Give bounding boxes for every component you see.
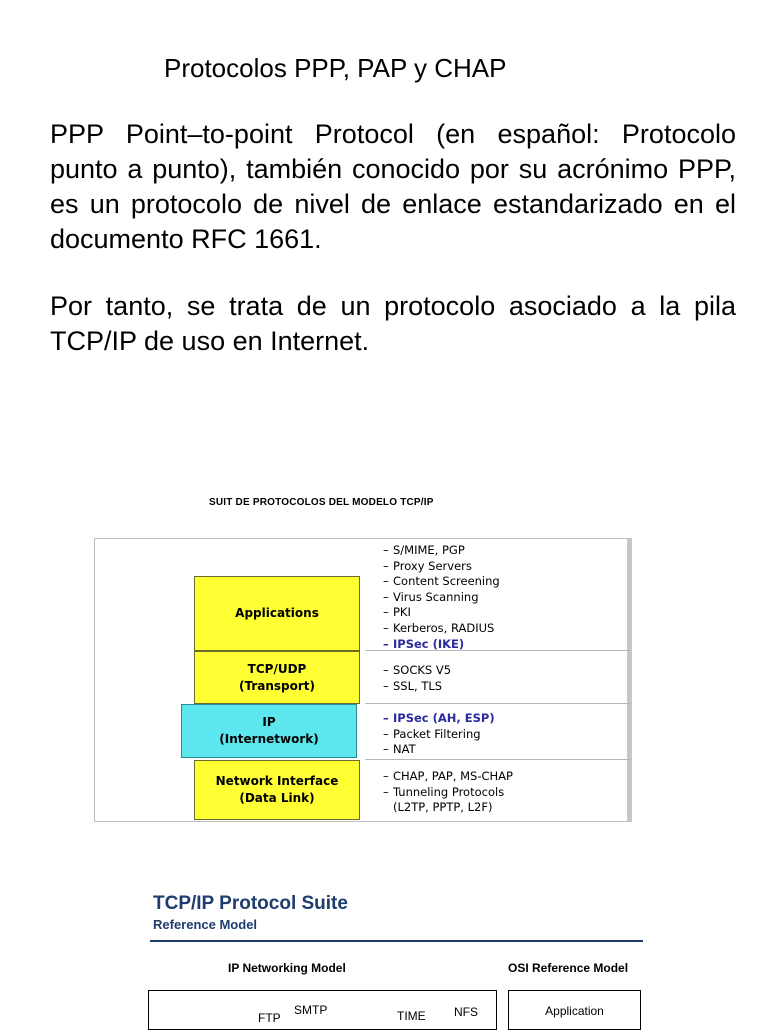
osi-reference-model-heading: OSI Reference Model [508,961,629,975]
protocol-label: PKI [393,605,411,620]
protocol-item [383,800,513,816]
protocol-label: IPSec (IKE) [393,636,465,651]
protocol-item [383,559,500,575]
bullet-dash: – [383,543,389,557]
protocol-label: IPSec (AH, ESP) [393,711,495,725]
layer-applications [194,576,360,651]
layer-internetwork-label: IP [262,715,276,729]
protocol-label: S/MIME, PGP [393,543,465,557]
protocol-suite-figure [94,538,632,822]
layer-data-link [194,760,360,820]
layer-data-link-sublabel: (Data Link) [239,791,315,805]
protocol-item [383,543,500,559]
protocol-item [383,574,500,590]
protocol-label: Virus Scanning [393,589,479,604]
protocol-label: Tunneling Protocols [393,784,505,799]
protocol-item [383,663,451,679]
app-protocol-ftp: FTP [258,1011,281,1025]
protocol-list-data-link [383,769,513,816]
bullet-dash: – [383,784,389,799]
protocol-label: Kerberos, RADIUS [393,620,495,635]
protocol-label: Proxy Servers [393,558,472,573]
app-protocol-smtp: SMTP [294,1003,328,1017]
app-protocol-time: TIME [397,1009,426,1023]
protocol-item [383,637,500,653]
bullet-dash: – [383,558,389,573]
separator-line [365,703,631,704]
protocol-list-transport [383,663,451,694]
protocol-list-internetwork [383,711,495,758]
ip-model-application-box [148,990,497,1030]
protocol-item [383,679,451,695]
paragraph-intro: PPP Point–to-point Protocol (en español: Protocolo punto a punto), también conocido por su acrónimo PPP, es un protocolo de nivel de enlace estandarizado en el documento RFC 1661. [50,119,736,254]
layer-transport-label: TCP/UDP [247,661,307,676]
document-title: Protocolos PPP, PAP y CHAP [164,53,507,83]
protocol-item [383,785,513,801]
layer-transport-sublabel: (Transport) [238,678,316,693]
figure2-subtitle: Reference Model [153,917,258,932]
layer-transport [194,651,360,704]
bullet-dash: – [383,742,389,757]
figure2-rule [150,940,643,942]
protocol-list-applications [383,543,500,652]
protocol-item [383,727,495,743]
protocol-item [383,711,495,727]
layer-applications-label: Applications [235,606,319,620]
bullet-dash: – [383,620,389,635]
protocol-item [383,621,500,637]
bullet-dash: – [383,663,389,677]
paragraph-tcpip: Por tanto, se trata de un protocolo asociado a la pila TCP/IP de uso en Internet. [50,291,736,356]
bullet-dash: – [383,605,389,620]
protocol-item [383,769,513,785]
protocol-item [383,605,500,621]
protocol-label: CHAP, PAP, MS-CHAP [393,769,513,783]
osi-application-layer: Application [508,990,641,1030]
protocol-label: Content Screening [393,574,500,589]
protocol-label: Packet Filtering [393,726,481,741]
ip-networking-model-heading: IP Networking Model [228,961,346,975]
bullet-dash: – [383,636,389,651]
app-protocol-nfs: NFS [454,1005,478,1019]
protocol-item [383,590,500,606]
bullet-dash: – [383,678,389,693]
layer-internetwork [181,704,357,758]
bullet-dash: – [383,574,389,589]
bullet-dash: – [383,726,389,741]
separator-line [365,759,631,760]
bullet-dash: – [383,769,389,783]
protocol-label: SOCKS V5 [393,663,452,677]
figure1-caption: SUIT DE PROTOCOLOS DEL MODELO TCP/IP [209,497,434,508]
bullet-dash: – [383,711,389,725]
protocol-label: SSL, TLS [393,678,443,693]
bullet-dash: – [383,589,389,604]
figure2-title: TCP/IP Protocol Suite [153,893,348,914]
layer-data-link-label: Network Interface [215,774,339,788]
layer-internetwork-sublabel: (Internetwork) [219,732,319,746]
protocol-label: (L2TP, PPTP, L2F) [393,800,493,815]
protocol-item [383,742,495,758]
protocol-label: NAT [393,742,416,757]
